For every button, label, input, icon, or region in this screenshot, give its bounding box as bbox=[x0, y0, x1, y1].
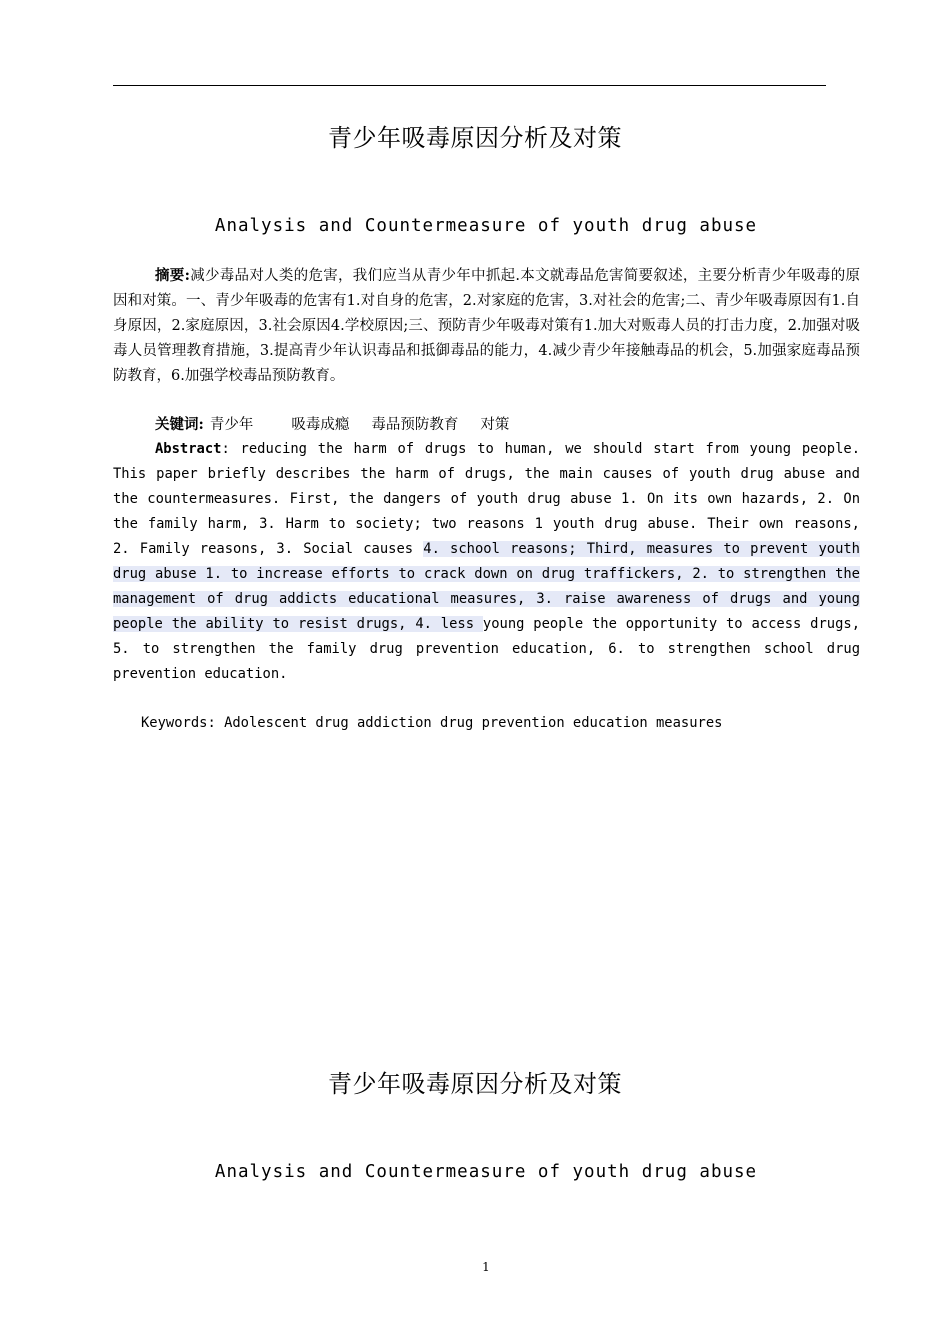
abstract-en-text: : reducing the harm of drugs to human, we should start from young people. This paper briefly describes the harm of drugs, the main causes of youth drug abuse and the countermeasures. First, the dangers of youth drug abuse 1. On its own hazards, 2. On the family harm, 3. Harm to society; two reasons 1 youth drug abuse. Their own reasons, 2. Family reasons, 3. Social causes bbox=[113, 441, 860, 557]
abstract-cn-label: 摘要: bbox=[155, 267, 190, 284]
abstract-en-highlighted-text[interactable]: 4. school reasons; Third, measures to prevent youth drug abuse 1. to increase efforts to crack down on drug traffickers, 2. to strengthen the management of drug addicts educational measures, 3. raise awareness of drugs and young people the ability to resist drugs, 4. less bbox=[113, 541, 860, 632]
keyword-cn-item: 毒品预防教育 bbox=[371, 417, 459, 433]
keywords-cn-line bbox=[155, 412, 509, 438]
repeat-title-en: Analysis and Countermeasure of youth drug abuse bbox=[214, 1162, 758, 1182]
header-rule bbox=[113, 85, 826, 86]
keyword-cn-item: 青少年 bbox=[209, 417, 254, 433]
title-en: Analysis and Countermeasure of youth drug abuse bbox=[214, 216, 758, 236]
abstract-en-paragraph bbox=[113, 437, 860, 687]
abstract-en-label: Abstract bbox=[155, 441, 222, 457]
abstract-cn-paragraph bbox=[113, 263, 860, 389]
abstract-cn-text: 减少毒品对人类的危害，我们应当从青少年中抓起.本文就毒品危害简要叙述，主要分析青少年吸毒的原因和对策。一、青少年吸毒的危害有1.对自身的危害，2.对家庭的危害，3.对社会的危害;二、青少年吸毒原因有1.自身原因，2.家庭原因，3.社会原因4.学校原因;三、预防青少年吸毒对策有1.加大对贩毒人员的打击力度，2.加强对吸毒人员管理教育措施，3.提高青少年认识毒品和抵御毒品的能力，4.减少青少年接触毒品的机会，5.加强家庭毒品预防教育，6.加强学校毒品预防教育。 bbox=[113, 268, 860, 384]
keyword-cn-item: 对策 bbox=[480, 417, 510, 433]
keywords-cn-label: 关键词: bbox=[155, 416, 204, 433]
keyword-cn-item: 吸毒成瘾 bbox=[291, 417, 350, 433]
title-cn: 青少年吸毒原因分析及对策 bbox=[328, 124, 622, 152]
page-number: 1 bbox=[482, 1260, 490, 1274]
keywords-en-line: Keywords: Adolescent drug addiction drug prevention education measures bbox=[141, 715, 723, 731]
repeat-title-cn: 青少年吸毒原因分析及对策 bbox=[328, 1070, 622, 1098]
abstract-en-text-end: young people the opportunity to access drugs, 5. to strengthen the family drug prevention education, 6. to strengthen school drug prevention education. bbox=[113, 616, 861, 682]
